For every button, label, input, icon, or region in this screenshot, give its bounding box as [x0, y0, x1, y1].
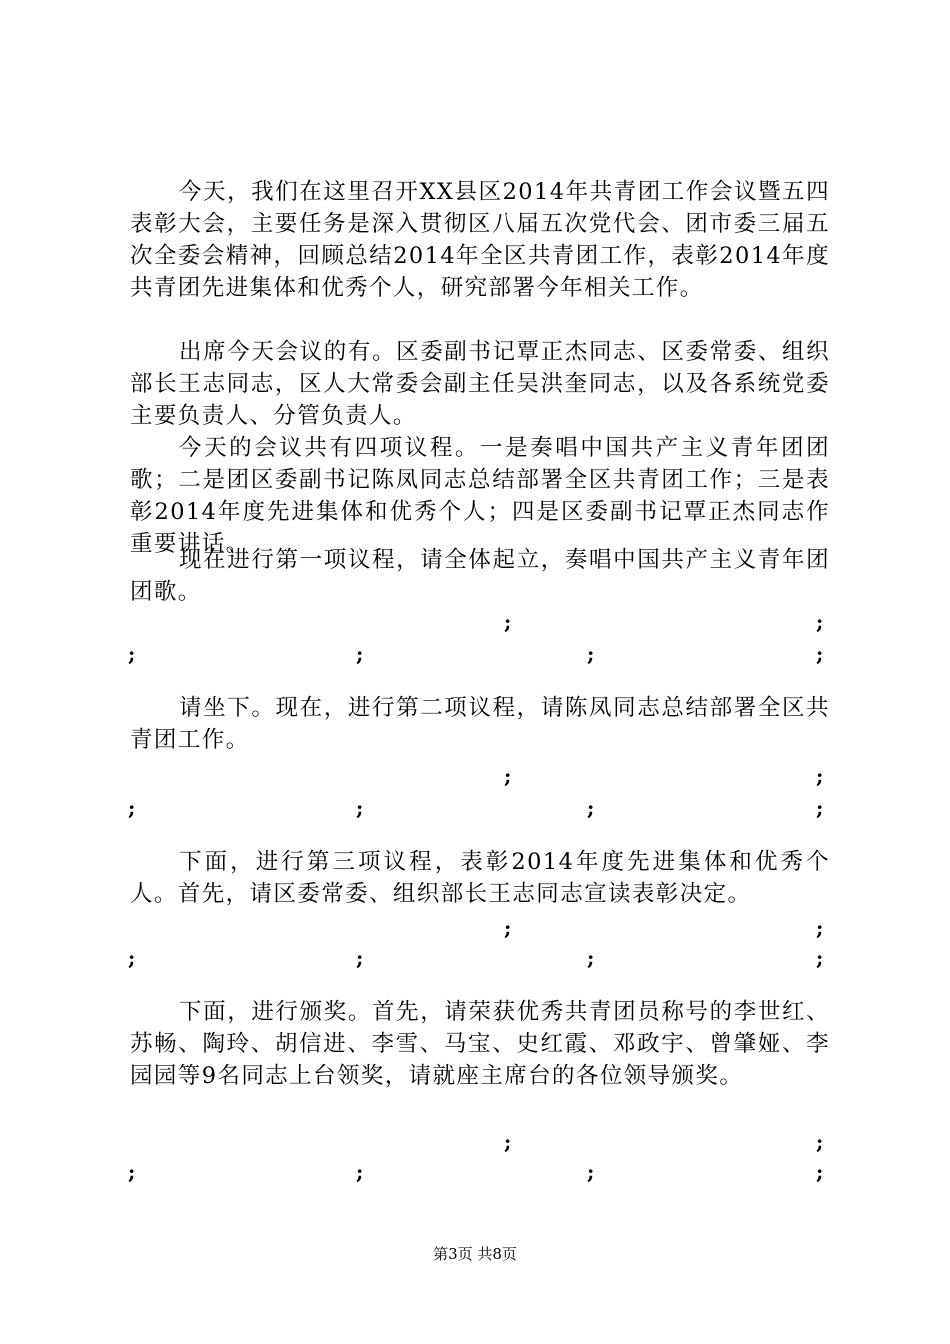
- semicolon-mark: ;: [504, 764, 512, 788]
- semicolon-mark: ;: [356, 642, 364, 666]
- semicolon-mark: ;: [587, 1160, 595, 1184]
- paragraph-attendees: 出席今天会议的有。区委副书记覃正杰同志、区委常委、组织部长王志同志，区人大常委会副主任吴洪奎同志，以及各系统党委主要负责人、分管负责人。: [130, 339, 830, 429]
- semicolon-mark: ;: [356, 946, 364, 970]
- semicolon-mark: ;: [504, 610, 512, 634]
- semicolon-mark: ;: [816, 610, 824, 634]
- semicolon-row: [0, 1158, 950, 1186]
- paragraph-opening: 今天，我们在这里召开XX县区2014年共青团工作会议暨五四表彰大会，主要任务是深入贯彻区八届五次党代会、团市委三届五次全委会精神，回顾总结2014年全区共青团工作，表彰2014年度共青团先进集体和优秀个人，研究部署今年相关工作。: [130, 179, 830, 301]
- semicolon-row: [0, 640, 950, 668]
- semicolon-mark: ;: [128, 796, 136, 820]
- page-number-footer: 第3页 共8页: [433, 1245, 517, 1263]
- semicolon-mark: ;: [587, 642, 595, 666]
- semicolon-row: [0, 794, 950, 822]
- semicolon-mark: ;: [816, 764, 824, 788]
- paragraph-second-item: 请坐下。现在，进行第二项议程，请陈凤同志总结部署全区共青团工作。: [130, 695, 830, 753]
- semicolon-row: [0, 1128, 950, 1156]
- semicolon-row: [0, 762, 950, 790]
- semicolon-mark: ;: [816, 1130, 824, 1154]
- semicolon-mark: ;: [128, 1160, 136, 1184]
- paragraph-third-item: 下面，进行第三项议程，表彰2014年度先进集体和优秀个人。首先，请区委常委、组织部长王志同志宣读表彰决定。: [130, 849, 830, 907]
- semicolon-mark: ;: [587, 796, 595, 820]
- semicolon-mark: ;: [816, 796, 824, 820]
- semicolon-mark: ;: [504, 916, 512, 940]
- semicolon-mark: ;: [504, 1130, 512, 1154]
- semicolon-mark: ;: [587, 946, 595, 970]
- semicolon-mark: ;: [128, 946, 136, 970]
- paragraph-award-ceremony: 下面，进行颁奖。首先，请荣获优秀共青团员称号的李世红、苏畅、陶玲、胡信进、李雪、马宝、史红霞、邓政宇、曾肇娅、李园园等9名同志上台领奖，请就座主席台的各位领导颁奖。: [130, 999, 830, 1089]
- semicolon-mark: ;: [816, 916, 824, 940]
- semicolon-mark: ;: [356, 796, 364, 820]
- paragraph-first-item: 现在进行第一项议程，请全体起立，奏唱中国共产主义青年团团歌。: [130, 547, 830, 605]
- semicolon-row: [0, 914, 950, 942]
- semicolon-row: [0, 608, 950, 636]
- paragraph-agenda: 今天的会议共有四项议程。一是奏唱中国共产主义青年团团歌；二是团区委副书记陈凤同志总结部署全区共青团工作；三是表彰2014年度先进集体和优秀个人；四是区委副书记覃正杰同志作重要讲话。: [130, 435, 830, 557]
- semicolon-mark: ;: [816, 946, 824, 970]
- semicolon-mark: ;: [128, 642, 136, 666]
- semicolon-row: [0, 944, 950, 972]
- semicolon-mark: ;: [816, 642, 824, 666]
- semicolon-mark: ;: [816, 1160, 824, 1184]
- semicolon-mark: ;: [356, 1160, 364, 1184]
